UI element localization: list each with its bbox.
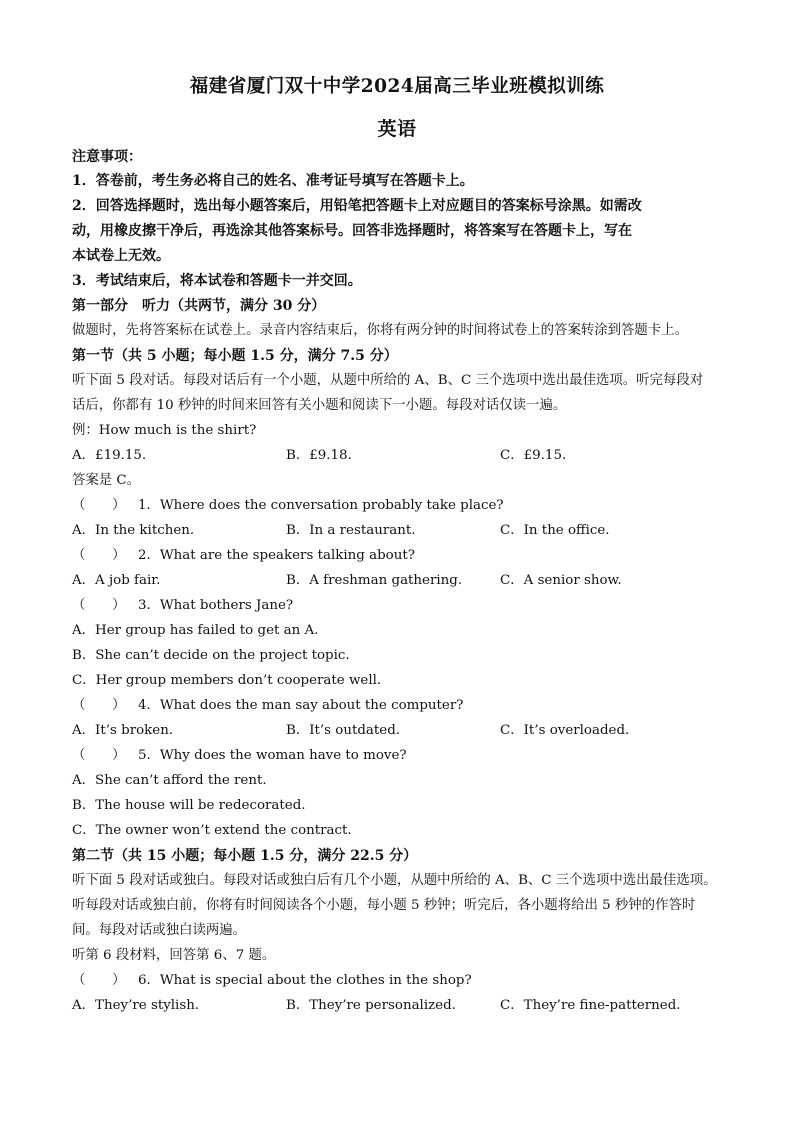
example-option-c: C．£9.15. [500, 448, 567, 463]
answer-blank: （ ） [72, 748, 126, 763]
answer-blank: （ ） [72, 598, 126, 613]
part1-heading: 第一部分 听力（共两节，满分 30 分） [72, 298, 326, 314]
question-text: 6．What is special about the clothes in the shop? [138, 973, 472, 988]
section1-instruction-line-1: 听下面 5 段对话。每段对话后有一个小题，从题中所给的 A、B、C 三个选项中选出最佳选项。听完每段对 [72, 373, 704, 388]
section1-instruction-line-2: 话后，你都有 10 秒钟的时间来回答有关小题和阅读下一小题。每段对话仅读一遍。 [72, 398, 567, 413]
q2-option-b: B．A freshman gathering. [286, 573, 463, 588]
section2-instruction-line-1: 听下面 5 段对话或独白。每段对话或独白后有几个小题，从题中所给的 A、B、C 三个选项中选出最佳选项。 [72, 873, 717, 888]
question-text: 1．Where does the conversation probably take place? [138, 498, 504, 513]
q3-option-b: B．She can’t decide on the project topic. [72, 648, 350, 663]
q1-option-c: C．In the office. [500, 523, 610, 538]
q4-option-a: A．It’s broken. [72, 723, 174, 738]
notice-heading: 注意事项： [72, 149, 142, 165]
notice-item-2-line-2: 动，用橡皮擦干净后，再选涂其他答案标号。回答非选择题时，将答案写在答题卡上，写在 [72, 223, 632, 239]
answer-blank: （ ） [72, 973, 126, 988]
q5-option-b: B．The house will be redecorated. [72, 798, 306, 813]
section2-instruction-line-3: 间。每段对话或独白读两遍。 [72, 923, 247, 938]
question-1 [72, 497, 732, 515]
question-text: 4．What does the man say about the computer? [138, 698, 464, 713]
question-2 [72, 547, 732, 565]
material-6-note: 听第 6 段材料，回答第 6、7 题。 [72, 948, 276, 963]
q3-option-a: A．Her group has failed to get an A. [72, 623, 319, 638]
q4-option-c: C．It’s overloaded. [500, 723, 630, 738]
example-option-b: B．£9.18. [286, 448, 352, 463]
question-4 [72, 697, 732, 715]
question-text: 5．Why does the woman have to move? [138, 748, 407, 763]
example-option-a: A．£19.15. [72, 448, 147, 463]
q6-option-b: B．They’re personalized. [286, 998, 456, 1013]
q6-option-c: C．They’re fine-patterned. [500, 998, 681, 1013]
answer-blank: （ ） [72, 698, 126, 713]
section1-heading: 第一节（共 5 小题；每小题 1.5 分，满分 7.5 分） [72, 348, 398, 364]
example-question: 例：How much is the shirt? [72, 423, 257, 438]
question-3 [72, 597, 732, 615]
notice-item-2-line-1: 2．回答选择题时，选出每小题答案后，用铅笔把答题卡上对应题目的答案标号涂黑。如需改 [72, 198, 642, 214]
q1-option-b: B．In a restaurant. [286, 523, 416, 538]
subject-title: 英语 [377, 118, 417, 140]
question-6 [72, 972, 732, 990]
notice-item-1: 1．答卷前，考生务必将自己的姓名、准考证号填写在答题卡上。 [72, 173, 474, 189]
question-text: 3．What bothers Jane? [138, 598, 294, 613]
q6-option-a: A．They’re stylish. [72, 998, 200, 1013]
section2-heading: 第二节（共 15 小题；每小题 1.5 分，满分 22.5 分） [72, 848, 418, 864]
exam-title: 福建省厦门双十中学2024届高三毕业班模拟训练 [189, 76, 605, 97]
q5-option-a: A．She can’t afford the rent. [72, 773, 267, 788]
q1-option-a: A．In the kitchen. [72, 523, 195, 538]
question-5 [72, 747, 732, 765]
q4-option-b: B．It’s outdated. [286, 723, 401, 738]
part1-instruction: 做题时，先将答案标在试卷上。录音内容结束后，你将有两分钟的时间将试卷上的答案转涂到答题卡上。 [72, 323, 688, 338]
example-answer: 答案是 C。 [72, 473, 141, 488]
answer-blank: （ ） [72, 498, 126, 513]
q2-option-c: C．A senior show. [500, 573, 622, 588]
notice-item-3: 3．考试结束后，将本试卷和答题卡一并交回。 [72, 273, 362, 289]
q3-option-c: C．Her group members don’t cooperate well. [72, 673, 382, 688]
notice-item-2-line-3: 本试卷上无效。 [72, 248, 170, 264]
answer-blank: （ ） [72, 548, 126, 563]
q5-option-c: C．The owner won’t extend the contract. [72, 823, 352, 838]
section2-instruction-line-2: 听每段对话或独白前，你将有时间阅读各个小题，每小题 5 秒钟；听完后，各小题将给出 5 秒钟的作答时 [72, 898, 696, 913]
question-text: 2．What are the speakers talking about? [138, 548, 415, 563]
q2-option-a: A．A job fair. [72, 573, 161, 588]
